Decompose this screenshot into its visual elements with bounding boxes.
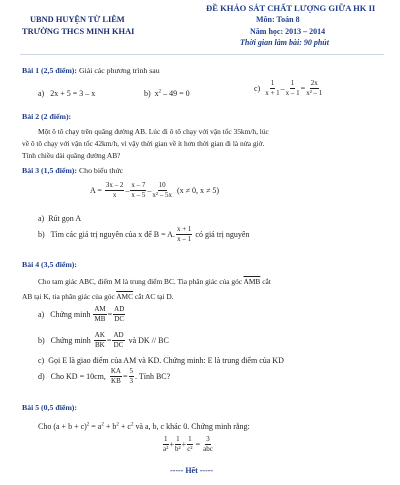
b3-expression [90, 182, 219, 199]
b5-plus2: + [181, 440, 187, 449]
b4-line1-post: cắt [262, 277, 271, 286]
b3-a-text: Rút gọn A [48, 214, 82, 223]
b4-a-eq: = [107, 310, 113, 319]
exam-title: ĐỀ KHẢO SÁT CHẤT LƯỢNG GIỮA HK II [206, 3, 376, 13]
b4-b-label: b) [38, 336, 45, 345]
b1-item-c [254, 80, 323, 97]
b2-line3: Tính chiều dài quãng đường AB? [22, 151, 121, 160]
b4-item-c [38, 356, 284, 365]
b4-c-text: Gọi E là giao điểm của AM và KD. Chứng minh: E là trung điểm của KD [48, 356, 284, 365]
header-divider [20, 54, 384, 55]
b4-title: Bài 4 (3,5 điểm): [22, 260, 78, 269]
b2-line2: về ô tô chạy với vận tốc 42km/h, vì vậy thời gian về ít hơn thời gian đi là nửa giờ. [22, 139, 265, 148]
b1-title: Bài 1 (2,5 điểm): [22, 66, 78, 75]
b4-b-eq: = [106, 336, 112, 345]
b1-a-equation: 2x + 5 = 3 – x [50, 89, 96, 98]
b2-line1: Một ô tô chạy trên quãng đường AB. Lúc đi ô tô chạy với vận tốc 35km/h, lúc [38, 127, 269, 136]
b3-condition: (x ≠ 0, x ≠ 5) [176, 186, 220, 195]
b1-b-base: x [154, 89, 159, 98]
b1-b-rest: – 49 = 0 [161, 89, 190, 98]
b4-b-frac1: $\frac{AK}{BK}$ [94, 331, 105, 349]
b3-b-text-post: có giá trị nguyên [195, 230, 250, 239]
b4-d-label: d) [38, 372, 45, 381]
b5-frac4: $\frac{3}{\text{abc}}$ [203, 435, 213, 453]
b4-line1-text: Cho tam giác ABC, điểm M là trung điểm BC. Tia phân giác của góc [38, 277, 243, 286]
b4-b-post: và DK // BC [128, 336, 169, 345]
b3-frac2: $\frac{x - 7}{x - 5}$ [131, 181, 146, 199]
school-year: Năm học: 2013 – 2014 [250, 27, 326, 36]
b3-frac1: $\frac{3x - 2}{x}$ [105, 181, 124, 199]
b1-c-frac1: $\frac{1}{x + 1}$ [265, 79, 280, 97]
b4-a-label: a) [38, 310, 45, 319]
b1-item-b [144, 89, 190, 98]
b1-a-label: a) [38, 89, 45, 98]
district-name: UBND HUYỆN TỪ LIÊM [30, 15, 125, 24]
end-marker: ----- Hết ----- [170, 466, 214, 475]
b5-lhs: Cho (a + b + c) [38, 422, 87, 431]
b3-a-label: a) [38, 214, 45, 223]
b1-c-frac3: $\frac{2x}{\text{x² – 1}}$ [306, 79, 323, 97]
b4-angle-amb: $\overline{AMB}$ [243, 277, 261, 286]
b4-line2-text: AB tại K, tia phân giác của góc [22, 292, 115, 301]
b5-line-post: và a, b, c khác 0. Chứng minh rằng: [133, 422, 250, 431]
b4-b-frac2: $\frac{AD}{DC}$ [113, 331, 124, 349]
b1-c-frac2: $\frac{1}{x - 1}$ [285, 79, 300, 97]
b4-d-frac1: $\frac{KA}{KB}$ [110, 367, 121, 385]
b1-c-eq: = [300, 84, 306, 93]
b3-item-a [38, 214, 81, 223]
b4-a-frac1: $\frac{AM}{MB}$ [94, 305, 106, 323]
b3-title: Bài 3 (1,5 điểm): [22, 166, 78, 175]
b3-minus2: – [147, 186, 152, 195]
b3-minus1: – [125, 186, 130, 195]
b4-angle-amc: $\overline{AMC}$ [116, 292, 134, 301]
b5-frac2: $\frac{1}{\text{b²}}$ [175, 435, 181, 453]
b1-c-minus: – [280, 84, 285, 93]
b5-frac3: $\frac{1}{\text{c²}}$ [187, 435, 193, 453]
b4-d-post: . Tính BC? [135, 372, 171, 381]
b3-frac3: $\frac{10}{\text{x² – 5x}}$ [152, 181, 172, 199]
b1-item-a [38, 89, 95, 98]
exam-time: Thời gian làm bài: 90 phút [240, 38, 329, 47]
b4-line2-post: cắt AC tại D. [134, 292, 174, 301]
b5-eq: = [195, 440, 201, 449]
b5-line: Cho $(a + b + c)^2 = a^2 + b^2 + c^2$ và a, b, c khác 0. Chứng minh rằng: [38, 422, 250, 431]
b1-c-label: c) [254, 84, 261, 93]
b4-c-label: c) [38, 356, 45, 365]
subject: Môn: Toán 8 [256, 15, 300, 24]
b5-plus1: + [169, 440, 175, 449]
b4-line2 [22, 292, 174, 301]
b4-item-d [38, 368, 170, 385]
b3-heading [22, 166, 123, 175]
b4-a-frac2: $\frac{AD}{DC}$ [114, 305, 125, 323]
b4-d-frac2: $\frac{5}{3}$ [129, 367, 133, 385]
b3-b-label: b) [38, 230, 45, 239]
b1-b-exp: 2 [158, 89, 162, 95]
b4-d-text: Cho KD = 10cm, [50, 372, 106, 381]
b3-b-text: Tìm các giá trị nguyên của x để B = A. [50, 230, 175, 239]
b4-line1 [38, 277, 271, 286]
b1-heading [22, 66, 160, 75]
b3-A-label: A = [90, 186, 102, 195]
b1-prompt: Giải các phương trình sau [78, 66, 160, 75]
b3-item-b [38, 226, 249, 243]
b3-b-frac: $\frac{x + 1}{x - 1}$ [176, 225, 192, 243]
b4-item-a [38, 306, 126, 323]
school-name: TRƯỜNG THCS MINH KHAI [22, 27, 135, 36]
b4-b-text: Chứng minh [50, 336, 91, 345]
b5-title: Bài 5 (0,5 điểm): [22, 403, 78, 412]
b1-b-label: b) [144, 89, 151, 98]
b4-a-text: Chứng minh [50, 310, 91, 319]
b3-prompt: Cho biểu thức [78, 166, 124, 175]
b4-d-eq: = [122, 372, 128, 381]
b5-identity [162, 436, 214, 453]
b4-item-b [38, 332, 169, 349]
b2-title: Bài 2 (2 điểm): [22, 112, 72, 121]
b5-frac1: $\frac{1}{\text{a²}}$ [163, 435, 169, 453]
